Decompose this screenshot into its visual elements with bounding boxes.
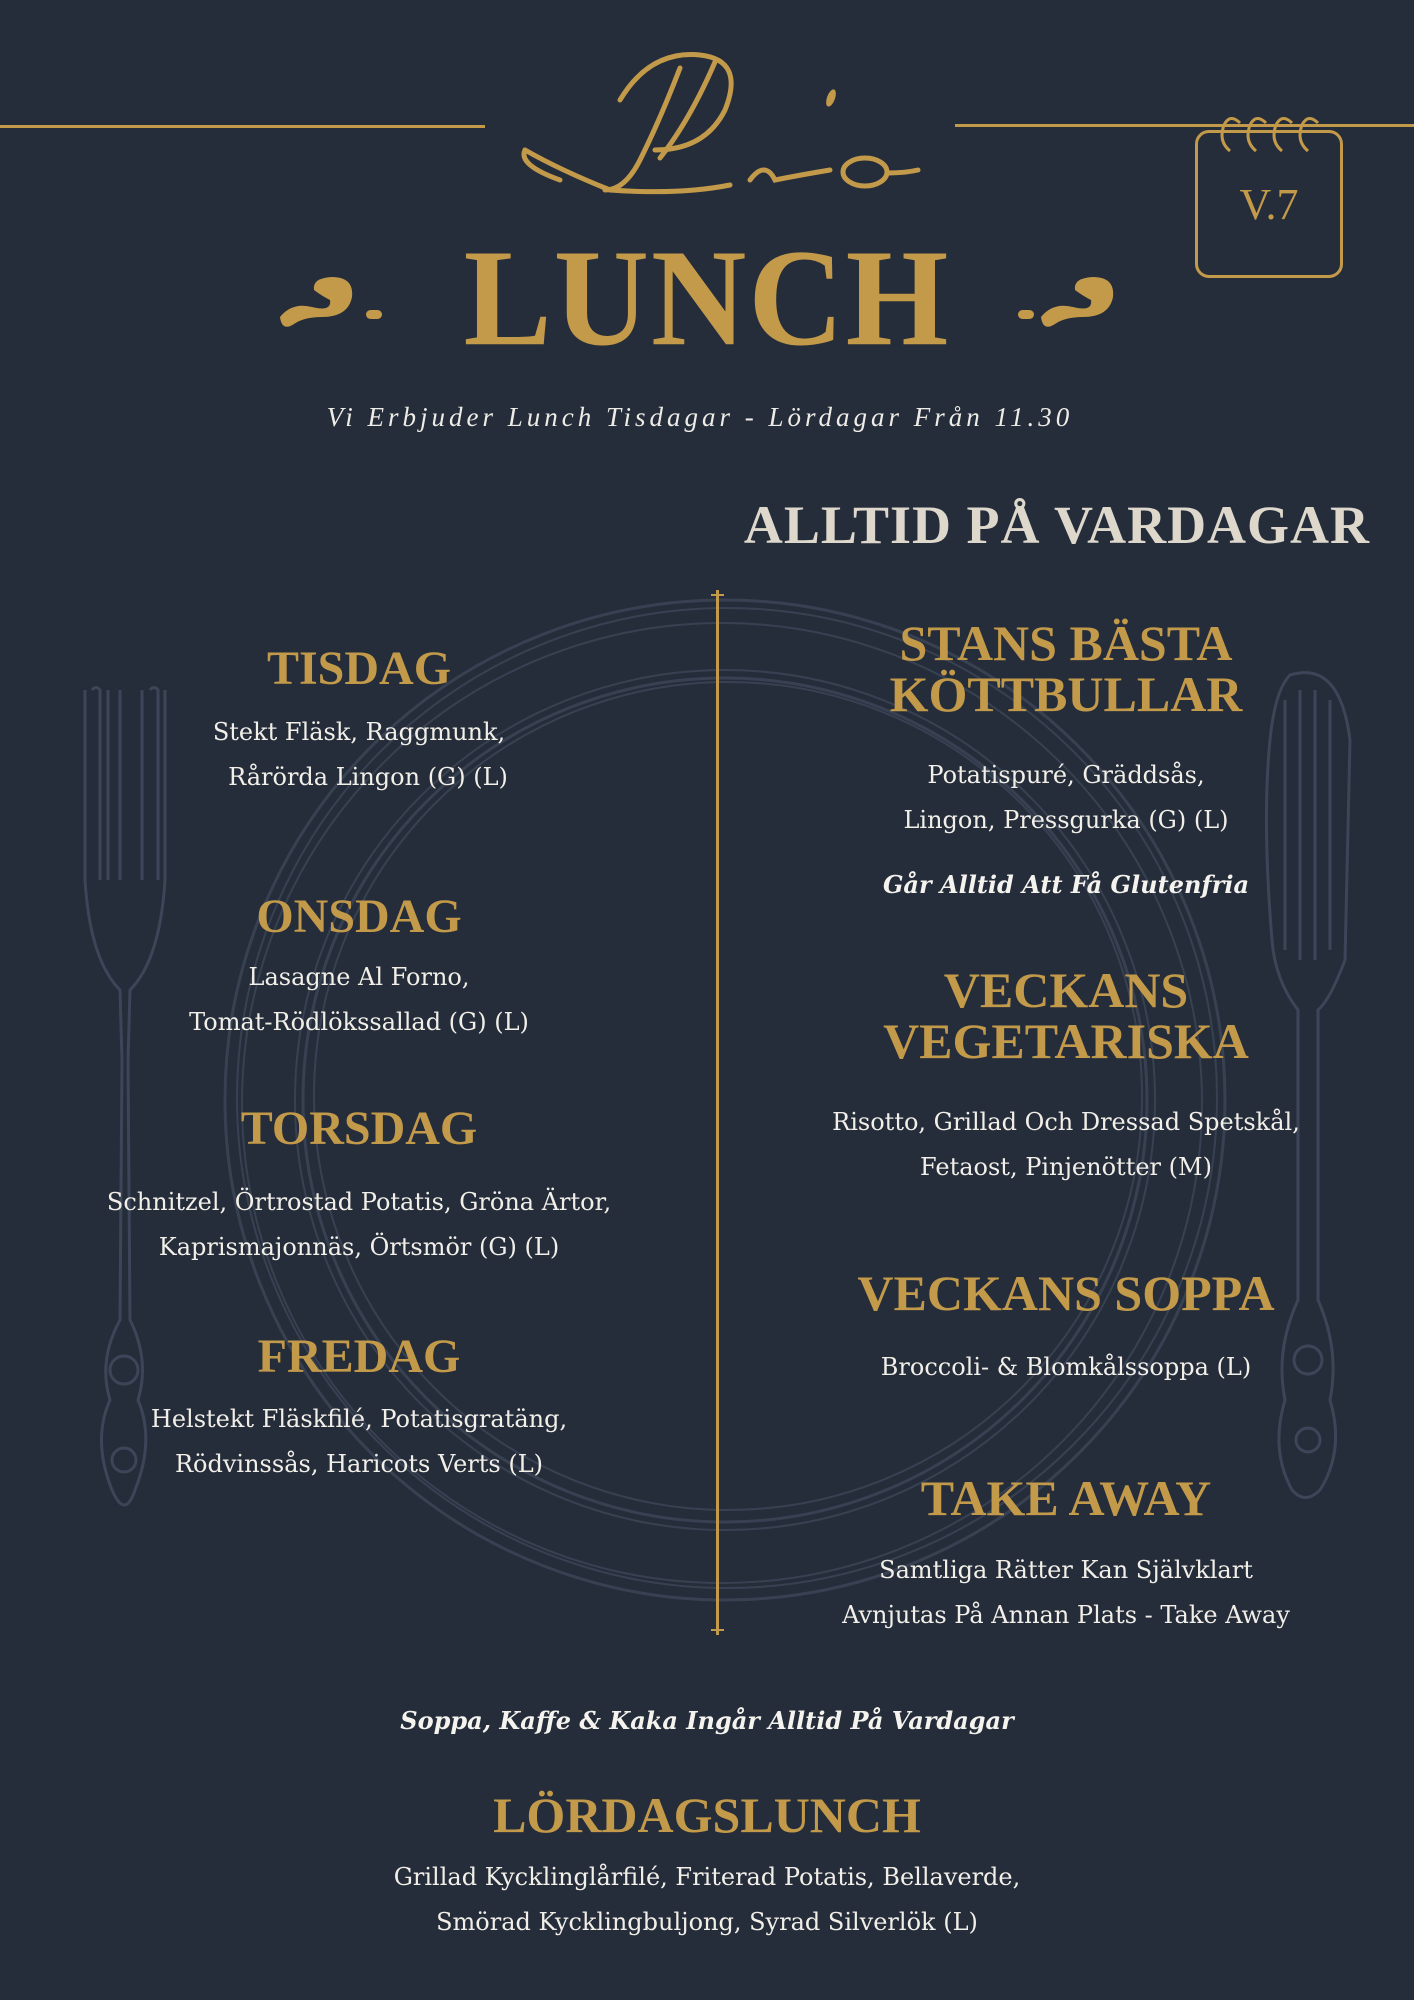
heading-line: VEGETARISKA [883,1013,1249,1069]
page-title: LUNCH [463,220,951,375]
dish-line: Schnitzel, Örtrostad Potatis, Gröna Ärtor, [106,1188,612,1216]
dish-line: Potatispuré, Gräddsås, [927,761,1205,789]
heading-line: KÖTTBULLAR [889,666,1243,722]
dish-line: Grillad Kycklinglårfilé, Friterad Potatis, Bellaverde, [393,1863,1021,1891]
dish-line: Broccoli- & Blomkålssoppa (L) [880,1353,1252,1381]
dish-tisdag [0,710,718,800]
heading-soppa [718,1265,1414,1321]
take-away-info [718,1548,1414,1638]
day-heading-tisdag: TISDAG [266,642,452,695]
week-badge [1195,130,1343,278]
heading-line: VECKANS SOPPA [857,1265,1275,1321]
dish-soppa [718,1345,1414,1390]
always-weekdays-heading: ALLTID PÅ VARDAGAR [743,495,1371,555]
ornament-dot [1018,310,1034,319]
heading-line: VECKANS [943,962,1189,1018]
dish-fredag [0,1397,718,1487]
dish-line: Lingon, Pressgurka (G) (L) [903,806,1229,834]
dish-line: Smörad Kycklingbuljong, Syrad Silverlök (L) [436,1908,978,1936]
opening-hours-subtitle: Vi Erbjuder Lunch Tisdagar - Lördagar Från 11.30 [326,402,1074,432]
fork-icon [85,688,165,1506]
dish-line: Samtliga Rätter Kan Självklart [879,1556,1253,1584]
gluten-free-note: Går Alltid Att Få Glutenfria [882,870,1250,899]
day-heading-onsdag: ONSDAG [256,890,462,943]
dish-line: Avnjutas På Annan Plats - Take Away [842,1601,1290,1629]
heading-line: TAKE AWAY [920,1470,1212,1526]
ornament-dot [366,310,382,319]
dish-line: Tomat-Rödlökssallad (G) (L) [189,1008,529,1036]
swirl-ornament-icon [272,272,367,332]
dish-torsdag [0,1180,718,1270]
header-rule-left [0,125,485,128]
week-number: V.7 [1239,180,1299,229]
dish-line: Fetaost, Pinjenötter (M) [920,1153,1212,1181]
heading-vegetariska [718,962,1414,1069]
dish-line: Stekt Fläsk, Raggmunk, [212,718,506,746]
dish-line: Risotto, Grillad Och Dressad Spetskål, [832,1108,1300,1136]
dish-kottbullar [718,753,1414,843]
dish-line: Rårörda Lingon (G) (L) [228,763,508,791]
heading-kottbullar [718,615,1414,722]
swirl-ornament-icon [1033,272,1128,332]
header-rule-right [955,124,1414,127]
calendar-icon [1216,111,1326,157]
included-note: Soppa, Kaffe & Kaka Ingår Alltid På Vardagar [400,1706,1014,1735]
heading-take-away [718,1470,1414,1526]
saturday-heading: LÖRDAGSLUNCH [493,1787,921,1843]
day-heading-fredag: FREDAG [257,1330,461,1383]
dish-line: Lasagne Al Forno, [248,963,470,991]
dish-line: Helstekt Fläskfilé, Potatisgratäng, [150,1405,568,1433]
dish-vegetariska [718,1100,1414,1190]
dish-onsdag [0,955,718,1045]
logo-script [500,40,940,220]
dish-line: Rödvinssås, Haricots Verts (L) [174,1450,543,1478]
heading-line: STANS BÄSTA [899,615,1233,671]
dish-line: Kaprismajonnäs, Örtsmör (G) (L) [158,1233,560,1261]
day-heading-torsdag: TORSDAG [240,1102,478,1155]
saturday-dish [0,1855,1414,1945]
